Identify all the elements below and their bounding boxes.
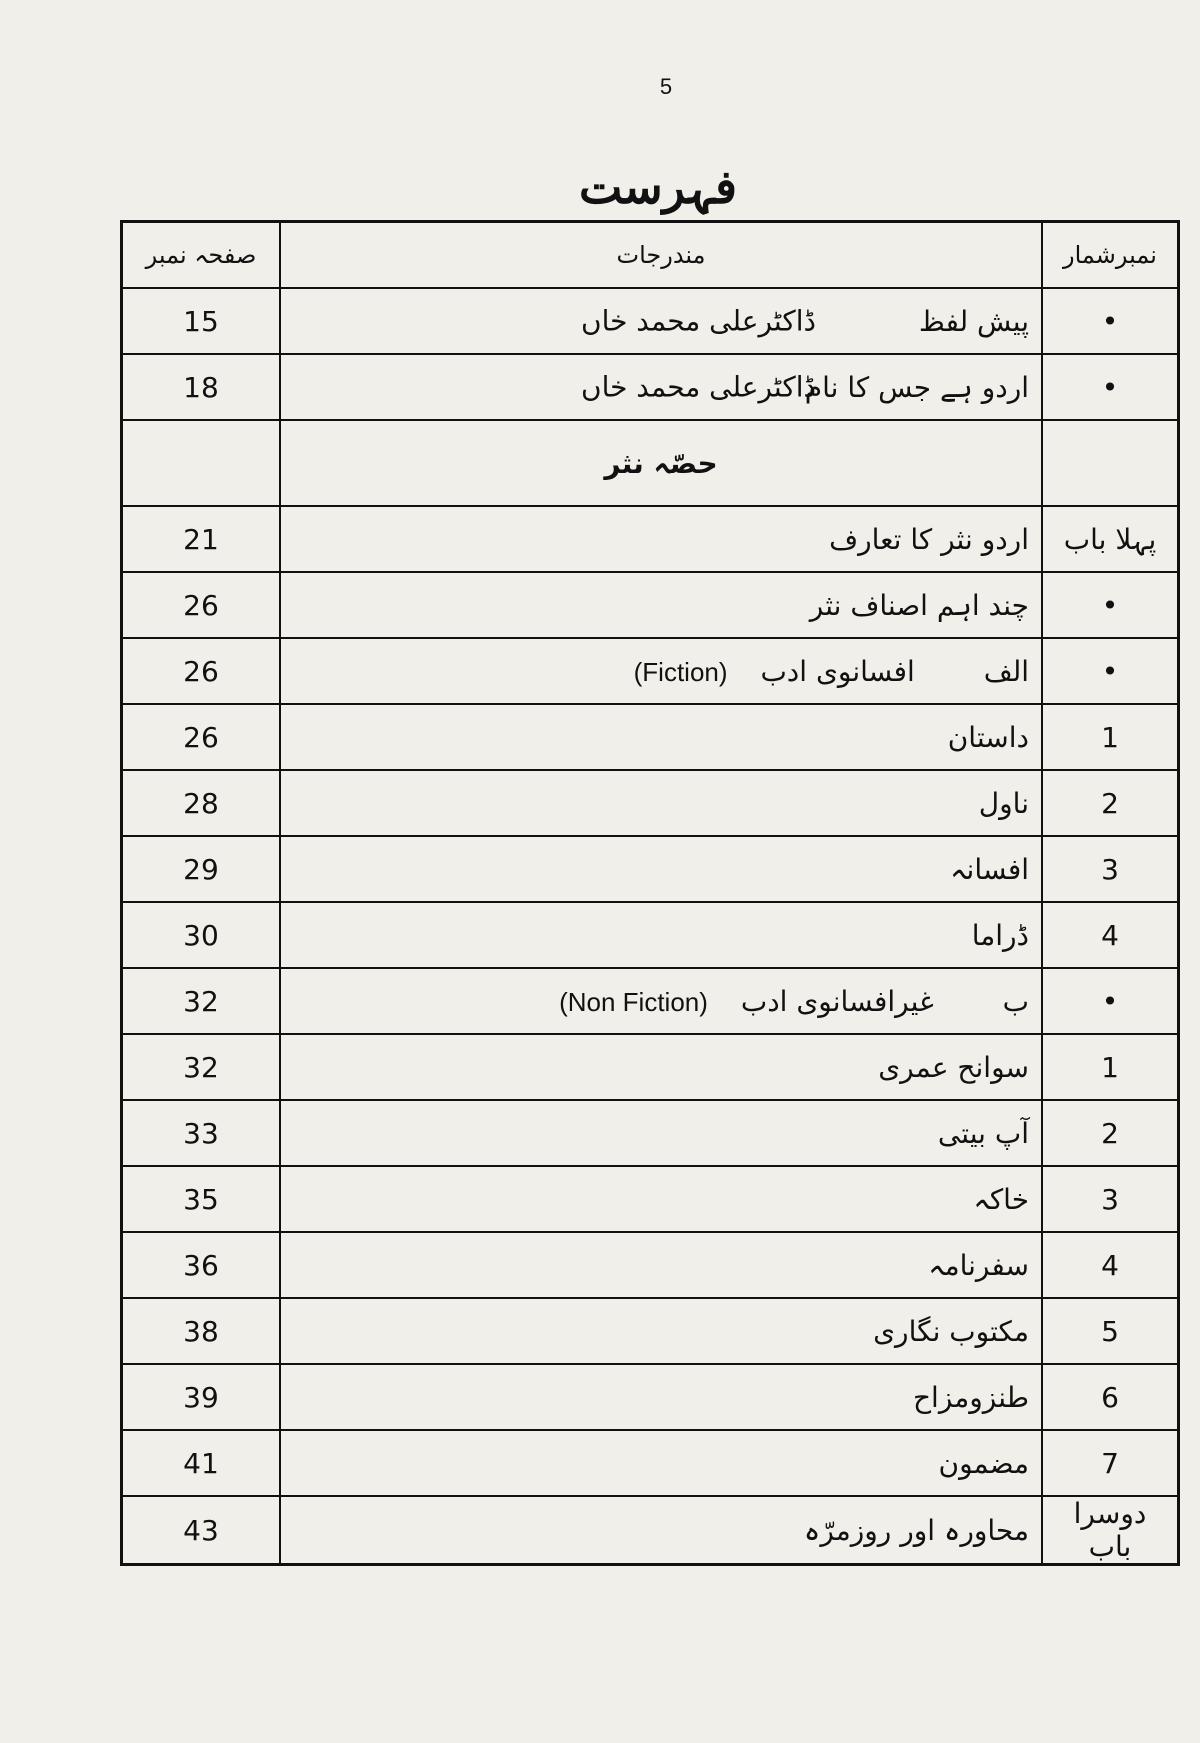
row-content: سوانح عمری <box>280 1034 1042 1100</box>
row-serial: • <box>1042 968 1179 1034</box>
table-row <box>122 1034 1179 1100</box>
table-row <box>122 704 1179 770</box>
row-serial: 1 <box>1042 1034 1179 1100</box>
row-content: داستان <box>280 704 1042 770</box>
table-row <box>122 770 1179 836</box>
table-row <box>122 1496 1179 1565</box>
row-content: ڈراما <box>280 902 1042 968</box>
row-page: 39 <box>122 1364 281 1430</box>
row-serial: 4 <box>1042 1232 1179 1298</box>
table-row <box>122 572 1179 638</box>
row-content: اردو نثر کا تعارف <box>280 506 1042 572</box>
section-row <box>122 420 1179 506</box>
row-page: 38 <box>122 1298 281 1364</box>
entry-author: ڈاکٹرعلی محمد خاں <box>581 370 816 404</box>
table-row <box>122 1100 1179 1166</box>
table-row <box>122 1166 1179 1232</box>
table-row <box>122 506 1179 572</box>
table-row <box>122 288 1179 354</box>
row-page: 26 <box>122 638 281 704</box>
row-serial: 1 <box>1042 704 1179 770</box>
table-row <box>122 1364 1179 1430</box>
row-serial: 2 <box>1042 1100 1179 1166</box>
entry-label: الف <box>983 654 1029 688</box>
row-serial: 3 <box>1042 1166 1179 1232</box>
table-row <box>122 1298 1179 1364</box>
row-page: 26 <box>122 704 281 770</box>
row-content <box>280 354 1042 420</box>
table-row <box>122 836 1179 902</box>
page-number: 5 <box>659 74 673 99</box>
header-serial: نمبرشمار <box>1042 222 1179 289</box>
entry-title: افسانوی ادب <box>760 654 915 688</box>
row-serial: • <box>1042 288 1179 354</box>
page-title: فہرست <box>578 160 738 214</box>
row-serial: • <box>1042 638 1179 704</box>
row-content: مکتوب نگاری <box>280 1298 1042 1364</box>
row-page: 30 <box>122 902 281 968</box>
row-page: 18 <box>122 354 281 420</box>
row-serial: 7 <box>1042 1430 1179 1496</box>
row-page: 33 <box>122 1100 281 1166</box>
row-content: آپ بیتی <box>280 1100 1042 1166</box>
row-page-empty <box>122 420 281 506</box>
row-page: 36 <box>122 1232 281 1298</box>
row-page: 28 <box>122 770 281 836</box>
row-page: 29 <box>122 836 281 902</box>
entry-latin: (Non Fiction) <box>559 986 708 1017</box>
row-serial: 3 <box>1042 836 1179 902</box>
header-contents: مندرجات <box>280 222 1042 289</box>
row-page: 21 <box>122 506 281 572</box>
header-page: صفحہ نمبر <box>122 222 281 289</box>
row-content: ناول <box>280 770 1042 836</box>
row-page: 43 <box>122 1496 281 1565</box>
section-title: حصّہ نثر <box>280 420 1042 506</box>
entry-title: پیش لفظ <box>918 304 1029 338</box>
entry-author: ڈاکٹرعلی محمد خاں <box>581 304 816 338</box>
row-serial: • <box>1042 572 1179 638</box>
row-content: افسانہ <box>280 836 1042 902</box>
table-row <box>122 638 1179 704</box>
row-page: 35 <box>122 1166 281 1232</box>
row-content: چند اہم اصناف نثر <box>280 572 1042 638</box>
row-content <box>280 968 1042 1034</box>
row-serial: دوسرا باب <box>1042 1496 1179 1565</box>
row-content: محاورہ اور روزمرّہ <box>280 1496 1042 1565</box>
row-serial: 5 <box>1042 1298 1179 1364</box>
table-row <box>122 354 1179 420</box>
row-content: خاکہ <box>280 1166 1042 1232</box>
row-page: 32 <box>122 968 281 1034</box>
row-content: طنزومزاح <box>280 1364 1042 1430</box>
row-serial: 6 <box>1042 1364 1179 1430</box>
table-row <box>122 902 1179 968</box>
row-page: 32 <box>122 1034 281 1100</box>
row-content: سفرنامہ <box>280 1232 1042 1298</box>
row-page: 15 <box>122 288 281 354</box>
row-serial-empty <box>1042 420 1179 506</box>
row-page: 41 <box>122 1430 281 1496</box>
row-serial: • <box>1042 354 1179 420</box>
entry-title: اردو ہے جس کا نام <box>804 370 1029 404</box>
table-row <box>122 968 1179 1034</box>
row-content <box>280 288 1042 354</box>
row-serial: پہلا باب <box>1042 506 1179 572</box>
table-of-contents <box>120 220 1180 1566</box>
row-content: مضمون <box>280 1430 1042 1496</box>
row-page: 26 <box>122 572 281 638</box>
entry-label: ب <box>1002 984 1029 1018</box>
table-row <box>122 1430 1179 1496</box>
entry-title: غیرافسانوی ادب <box>740 984 934 1018</box>
table-row <box>122 1232 1179 1298</box>
row-serial: 4 <box>1042 902 1179 968</box>
table-header-row <box>122 222 1179 289</box>
row-content <box>280 638 1042 704</box>
row-serial: 2 <box>1042 770 1179 836</box>
entry-latin: (Fiction) <box>633 656 728 687</box>
